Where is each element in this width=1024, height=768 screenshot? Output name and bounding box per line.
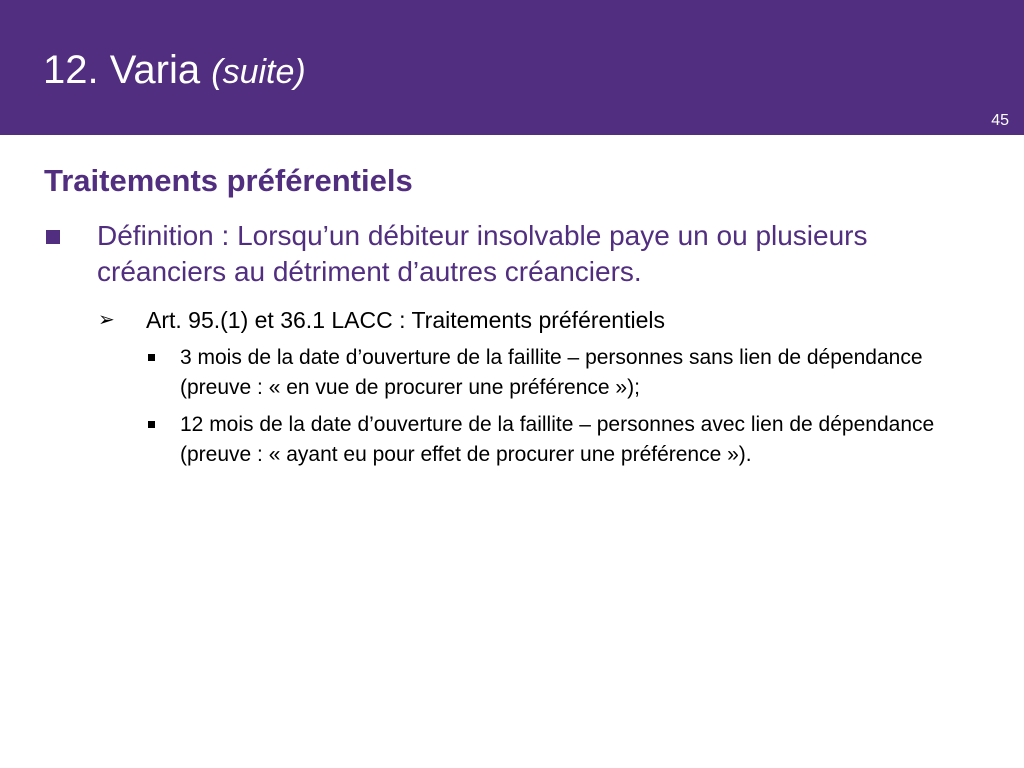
section-heading: Traitements préférentiels — [44, 163, 413, 198]
small-square-bullet-icon — [148, 354, 155, 361]
slide-title-main: 12. Varia — [43, 48, 201, 92]
title-bar — [0, 0, 1024, 135]
square-bullet-icon — [46, 230, 60, 244]
slide-title-suffix: (suite) — [211, 53, 306, 91]
arrowhead-bullet-icon: ➢ — [98, 309, 115, 331]
slide-title — [43, 46, 306, 96]
bullet-definition-text: Définition : Lorsqu’un débiteur insolvable paye un ou plusieurs créanciers au détriment d’autres créanciers. — [97, 220, 868, 287]
sub-sub-bullet-text: 3 mois de la date d’ouverture de la faillite – personnes sans lien de dépendance (preuve : « en vue de procurer une préférence »); — [180, 346, 923, 399]
sub-bullet-article-text: Art. 95.(1) et 36.1 LACC : Traitements préférentiels — [146, 307, 666, 333]
sub-sub-bullet-text: 12 mois de la date d’ouverture de la faillite – personnes avec lien de dépendance (preuve : « ayant eu pour effet de procurer une préférence »). — [180, 413, 935, 466]
small-square-bullet-icon — [148, 421, 155, 428]
slide-number: 45 — [991, 112, 1009, 129]
